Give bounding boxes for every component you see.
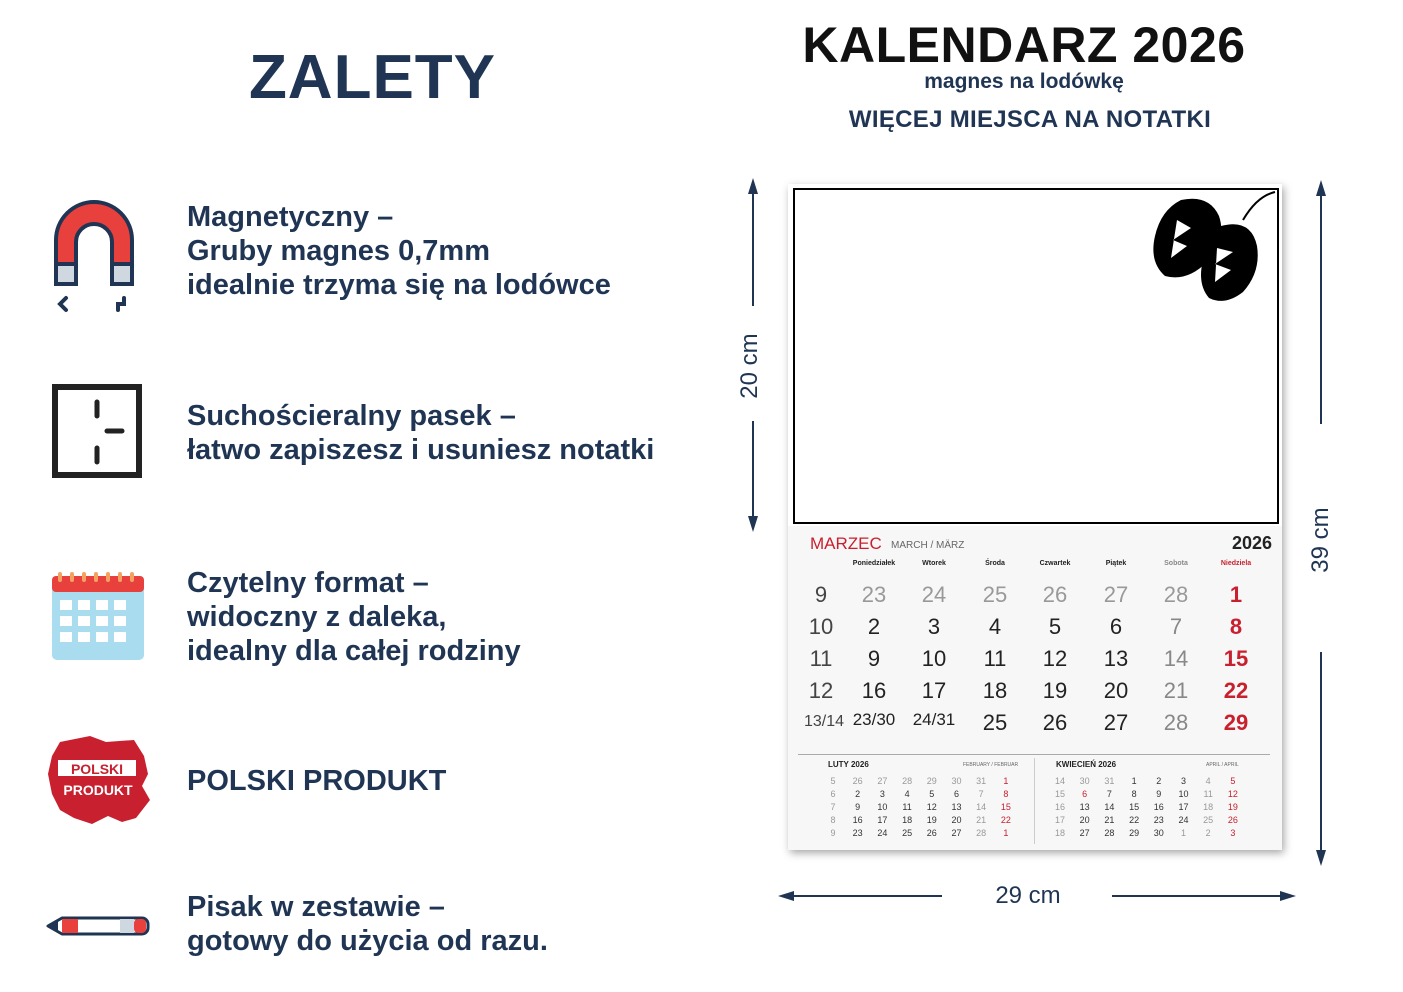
mini-day-cell: 4 [904,789,910,799]
mini-day-cell: 15 [1000,802,1011,812]
day-cell: 25 [982,710,1008,735]
weekday-header: Sobota [1164,560,1188,567]
mini-day-cell: 10 [877,802,888,812]
mini-week-number: 16 [1054,802,1065,812]
mini-day-cell: 1 [1003,776,1009,786]
day-cell: 18 [982,678,1008,703]
mini-week-number: 14 [1054,776,1065,786]
day-cell: 4 [988,614,1002,639]
day-cell: 22 [1223,678,1249,703]
mini-day-cell: 31 [976,776,987,786]
mini-day-cell: 16 [1153,802,1164,812]
badge-text: PRODUKT [63,782,133,798]
weekday-header: Wtorek [922,560,946,567]
height-note-label: 20 cm [736,333,763,399]
mini-day-cell: 18 [902,815,913,825]
mini-day-cell: 22 [1000,815,1011,825]
mini-day-cell: 7 [978,789,984,799]
day-cell: 8 [1229,614,1243,639]
mini-week-number: 6 [830,789,836,799]
mini-day-cell: 22 [1129,815,1140,825]
feature-text: Magnetyczny – [187,201,394,233]
feature-text: Suchościeralny pasek – [187,400,516,432]
mini-day-cell: 9 [1156,789,1162,799]
day-cell: 27 [1103,710,1129,735]
calendar-icon [50,570,146,667]
mini-day-cell: 12 [926,802,937,812]
magnet-icon [48,192,140,323]
mini-day-cell: 20 [1079,815,1090,825]
mini-day-cell: 2 [1156,776,1162,786]
feature-text: Czytelny format – [187,567,429,599]
mini-day-cell: 29 [1129,828,1140,838]
mini-week-number: 5 [830,776,836,786]
product-subtitle: magnes na lodówkę [924,70,1124,93]
day-cell: 23/30 [852,710,896,729]
mini-day-cell: 27 [951,828,962,838]
year: 2026 [1231,533,1272,553]
mini-day-cell: 26 [926,828,937,838]
feature-magnetic [187,200,611,302]
day-cell: 21 [1163,678,1189,703]
mini-week-number: 9 [830,828,836,838]
mini-week-number: 17 [1054,815,1065,825]
mini-day-cell: 21 [1104,815,1115,825]
mini-day-cell: 6 [1082,789,1088,799]
calendar-preview [788,184,1282,850]
feature-text: widoczny z daleka, [187,601,447,633]
left-title: ZALETY [248,43,497,112]
monstera-leaf-icon [1147,190,1277,310]
mini-day-cell: 26 [852,776,863,786]
day-cell: 9 [867,646,881,671]
mini-day-cell: 11 [902,802,912,812]
day-cell: 5 [1048,614,1062,639]
whiteboard-icon [52,384,142,485]
mini-day-cell: 23 [1153,815,1164,825]
mini-day-cell: 28 [1104,828,1115,838]
calendar-grid [788,526,1282,850]
day-cell: 10 [921,646,947,671]
week-number: 13/14 [804,713,845,730]
mini-day-cell: 7 [1106,789,1112,799]
day-cell: 20 [1103,678,1129,703]
week-number: 10 [808,614,834,639]
day-cell: 24 [921,582,947,607]
day-cell: 7 [1169,614,1183,639]
mini-day-cell: 12 [1227,789,1238,799]
mini-week-number: 15 [1054,789,1065,799]
day-cell: 6 [1109,614,1123,639]
badge-text: POLSKI [70,761,124,777]
month-subtitle: MARCH / MÄRZ [891,540,965,551]
day-cell: 3 [927,614,941,639]
day-cell: 19 [1042,678,1068,703]
feature-dry-erase [187,399,654,467]
mini-day-cell: 11 [1203,789,1213,799]
day-cell: 24/31 [912,710,956,729]
day-cell: 27 [1103,582,1129,607]
polish-product-badge [44,734,154,828]
week-number: 11 [809,646,833,671]
feature-text: idealnie trzyma się na lodówce [187,269,611,301]
mini-day-cell: 2 [855,789,861,799]
product-title: KALENDARZ 2026 [802,17,1246,73]
mini-day-cell: 15 [1129,802,1140,812]
mini-month-title: KWIECIEŃ 2026 [1056,760,1117,769]
feature-text: POLSKI PRODUKT [187,765,447,797]
mini-day-cell: 30 [1079,776,1090,786]
mini-day-cell: 13 [951,802,962,812]
mini-day-cell: 8 [1003,789,1009,799]
day-cell: 11 [983,646,1007,671]
mini-day-cell: 1 [1003,828,1009,838]
mini-day-cell: 25 [902,828,913,838]
day-cell: 25 [982,582,1008,607]
day-cell: 26 [1042,582,1068,607]
day-cell: 13 [1103,646,1129,671]
mini-day-cell: 24 [877,828,888,838]
mini-day-cell: 14 [976,802,987,812]
mini-day-cell: 30 [951,776,962,786]
day-cell: 14 [1163,646,1189,671]
mini-day-cell: 30 [1153,828,1164,838]
mini-day-cell: 14 [1104,802,1115,812]
day-cell: 29 [1223,710,1249,735]
mini-day-cell: 20 [951,815,962,825]
feature-text: idealny dla całej rodziny [187,635,521,667]
mini-day-cell: 28 [902,776,913,786]
mini-day-cell: 5 [1230,776,1236,786]
mini-day-cell: 9 [855,802,861,812]
week-number: 12 [808,678,834,703]
mini-week-number: 8 [830,815,836,825]
mini-day-cell: 23 [852,828,863,838]
marker-icon [46,912,152,945]
feature-text: gotowy do użycia od razu. [187,925,548,957]
mini-day-cell: 3 [1230,828,1236,838]
mini-day-cell: 16 [852,815,863,825]
weekday-header: Piątek [1105,560,1127,567]
mini-day-cell: 18 [1203,802,1214,812]
feature-polish-product [187,764,446,798]
mini-day-cell: 3 [1180,776,1186,786]
day-cell: 26 [1042,710,1068,735]
mini-day-cell: 1 [1131,776,1137,786]
mini-day-cell: 17 [1178,802,1189,812]
mini-day-cell: 27 [877,776,888,786]
mini-day-cell: 24 [1178,815,1189,825]
day-cell: 16 [861,678,887,703]
day-cell: 12 [1042,646,1068,671]
feature-text: Gruby magnes 0,7mm [187,235,490,267]
mini-day-cell: 6 [953,789,959,799]
notes-tagline: WIĘCEJ MIEJSCA NA NOTATKI [848,106,1212,133]
feature-text: łatwo zapiszesz i usuniesz notatki [187,434,655,466]
mini-day-cell: 25 [1203,815,1214,825]
day-cell: 28 [1163,710,1189,735]
weekday-header: Niedziela [1220,560,1252,567]
weekday-header: Środa [985,560,1005,567]
mini-day-cell: 19 [926,815,937,825]
mini-day-cell: 1 [1180,828,1186,838]
mini-month-title: LUTY 2026 [828,760,869,769]
width-label: 29 cm [995,882,1061,909]
feature-readable [187,566,521,668]
month-name: MARZEC [810,534,882,553]
day-cell: 2 [867,614,881,639]
note-area [793,188,1279,524]
height-total-label: 39 cm [1307,507,1334,573]
mini-month-subtitle: APRIL / APRIL [1206,762,1239,768]
day-cell: 17 [921,678,947,703]
mini-day-cell: 27 [1079,828,1090,838]
feature-marker [187,890,548,958]
mini-day-cell: 28 [976,828,987,838]
mini-day-cell: 17 [877,815,888,825]
mini-day-cell: 8 [1131,789,1137,799]
mini-week-number: 7 [830,802,836,812]
weekday-header: Poniedziałek [852,560,896,567]
mini-day-cell: 2 [1205,828,1211,838]
day-cell: 28 [1163,582,1189,607]
week-number: 9 [814,582,828,607]
mini-day-cell: 26 [1227,815,1238,825]
mini-day-cell: 19 [1227,802,1238,812]
feature-text: Pisak w zestawie – [187,891,445,923]
mini-day-cell: 31 [1104,776,1115,786]
mini-day-cell: 3 [879,789,885,799]
mini-day-cell: 29 [926,776,937,786]
weekday-header: Czwartek [1039,560,1071,567]
day-cell: 23 [861,582,887,607]
mini-month-subtitle: FEBRUARY / FEBRUAR [963,762,1019,768]
day-cell: 1 [1229,582,1243,607]
mini-week-number: 18 [1054,828,1065,838]
mini-day-cell: 10 [1178,789,1189,799]
day-cell: 15 [1223,646,1249,671]
mini-day-cell: 21 [976,815,987,825]
mini-day-cell: 13 [1079,802,1090,812]
mini-day-cell: 5 [929,789,935,799]
mini-day-cell: 4 [1205,776,1211,786]
